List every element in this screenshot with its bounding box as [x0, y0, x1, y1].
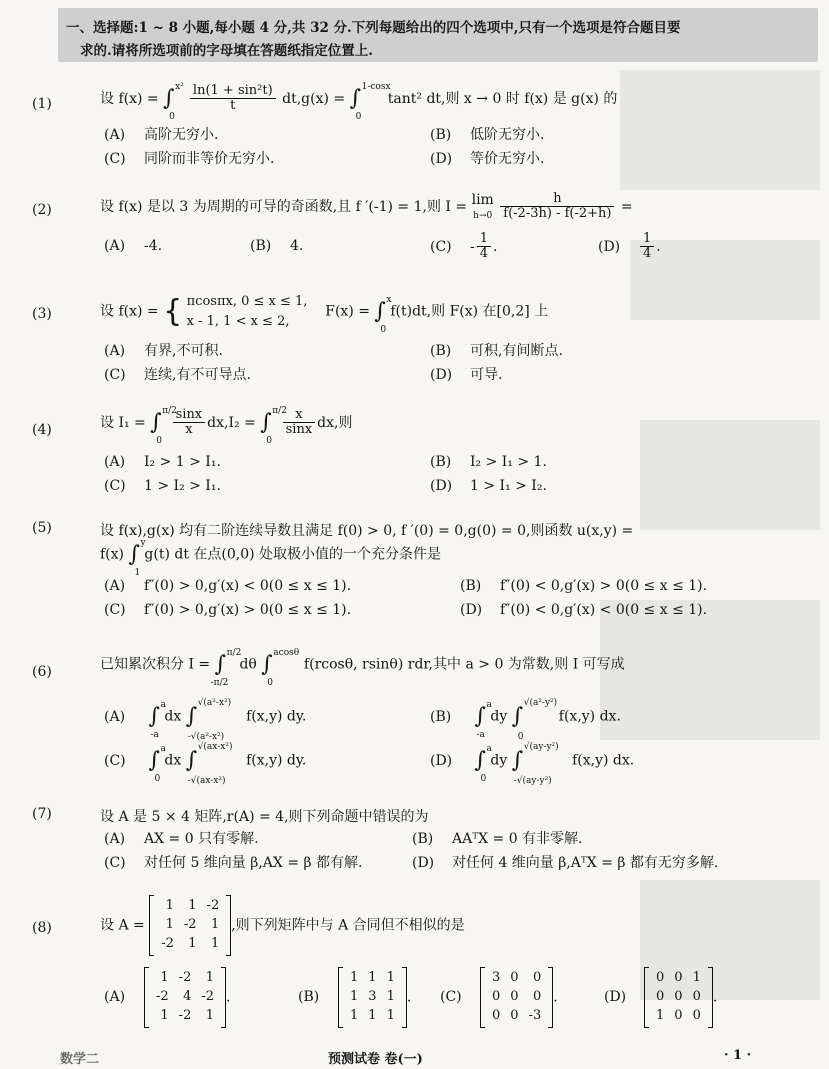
integral-sign: ∫ y 1: [128, 538, 146, 578]
denominator: 4: [643, 246, 652, 262]
stem-text: 设 f(x) 是以 3 为周期的可导的奇函数,且 f ′(-1) = 1,则 I =: [100, 198, 472, 215]
matrix-entry: 0: [492, 1007, 501, 1023]
matrix-entry: 0: [510, 1007, 519, 1023]
option-d: [430, 364, 502, 384]
option-text: f(x,y) dx.: [558, 708, 621, 725]
option-c: [104, 602, 351, 618]
integral-sign: ∫ a 0: [474, 744, 492, 784]
integral-sign: ∫ a -a: [474, 700, 492, 740]
option-label: (B): [430, 708, 452, 725]
lower-limit: 0: [517, 732, 524, 742]
lower-limit: 0: [154, 774, 161, 784]
option-label: (D): [430, 752, 453, 769]
option-c: [104, 478, 221, 494]
matrix-entry: -2: [156, 988, 169, 1004]
question-number: (8): [32, 920, 52, 936]
case-1: πcosπx, 0 ≤ x ≤ 1,: [186, 294, 308, 309]
matrix-entry: 0: [510, 988, 519, 1004]
option-text: f(x,y) dx.: [572, 752, 635, 769]
upper-limit: x: [386, 295, 392, 305]
lower-limit: 0: [156, 436, 162, 447]
matrix-entry: 1: [188, 898, 197, 913]
question-stem: [100, 82, 618, 123]
lower-limit: -√(ay-y²): [513, 776, 552, 786]
option-text: f″(0) > 0,g′(x) > 0(0 ≤ x ≤ 1).: [144, 602, 352, 618]
numerator: ln(1 + sin²t): [190, 84, 276, 99]
option-text: 对任何 5 维向量 β,AX = β 都有解.: [144, 855, 363, 871]
option-c: (C) 3 0 0 0 0 0 0 0 -3 .: [440, 968, 558, 1027]
upper-limit: √(a²-y²): [523, 698, 558, 708]
option-text: 可导.: [470, 367, 503, 383]
option-text: 1 > I₂ > I₁.: [144, 478, 221, 494]
option-text: f(x,y) dy.: [246, 752, 307, 769]
numerator: 1: [477, 232, 491, 247]
case-2: x - 1, 1 < x ≤ 2,: [186, 313, 290, 329]
question-stem: [100, 648, 625, 688]
stem-text: 已知累次积分 I =: [100, 656, 215, 673]
brace: {: [163, 294, 183, 329]
lower-limit: 0: [266, 436, 272, 447]
matrix-entry: 1: [210, 935, 220, 951]
option-label: (D): [430, 478, 453, 494]
matrix-entry: 1: [386, 988, 395, 1004]
integral-sign: ∫ π/2 0: [150, 406, 177, 447]
lower-limit: 1: [134, 568, 141, 578]
option-d: [598, 232, 661, 262]
upper-limit: x²: [175, 82, 184, 93]
matrix-entry: 1: [160, 970, 169, 985]
option-text: -4.: [144, 238, 163, 254]
lower-limit: 0: [355, 112, 362, 123]
option-text: 有界,不可积.: [144, 343, 223, 359]
option-label: (B): [298, 989, 320, 1006]
option-text: dy: [490, 752, 508, 769]
matrix-entry: 4: [183, 988, 192, 1004]
matrix-entry: 0: [692, 988, 701, 1004]
stem-text: ,则 x → 0 时 f(x) 是 g(x) 的: [441, 90, 618, 107]
stem-text: f(x): [100, 546, 125, 563]
matrix-entry: 1: [160, 1007, 169, 1023]
upper-limit: √(ay-y²): [523, 742, 559, 752]
option-text: -: [470, 238, 475, 255]
stem-text: dx,则: [317, 414, 353, 431]
option-label: (A): [104, 989, 126, 1006]
lower-limit: -√(a²-x²): [187, 732, 225, 742]
question-number: (4): [32, 422, 52, 438]
option-label: (C): [104, 151, 126, 167]
lower-limit: -a: [476, 730, 485, 740]
question-number: (7): [32, 806, 52, 822]
option-d: [430, 478, 547, 494]
lower-limit: 0: [480, 774, 487, 784]
denominator: x: [185, 422, 193, 438]
stem-text: dt: [282, 90, 297, 107]
option-text: I₂ > I₁ > 1.: [470, 454, 547, 470]
matrix-entry: 1: [350, 988, 359, 1004]
matrix-entry: -3: [528, 1007, 542, 1023]
matrix-entry: 0: [510, 970, 519, 985]
matrix-entry: 3: [368, 988, 377, 1004]
option-b: [460, 578, 707, 594]
matrix-entry: -2: [161, 935, 174, 951]
matrix-entry: 1: [656, 1007, 665, 1023]
matrix-entry: 1: [386, 970, 395, 985]
stem-text: ,则下列矩阵中与 A 合同但不相似的是: [231, 917, 465, 934]
integral-sign: ∫ √(ay-y²) -√(ay-y²): [511, 742, 559, 786]
option-b: [250, 238, 303, 254]
option-d: [412, 852, 718, 872]
stem-text: =: [616, 198, 633, 215]
option-label: (A): [104, 831, 126, 847]
stem-text: 设 f(x) =: [100, 303, 164, 320]
option-text: dy: [490, 708, 508, 725]
denominator: t: [230, 98, 236, 114]
matrix-entry: -2: [178, 1007, 192, 1023]
matrix-entry: 1: [692, 970, 701, 985]
question-stem-line2: [100, 538, 442, 578]
upper-limit: y: [140, 538, 146, 548]
option-text: AAᵀX = 0 有非零解.: [452, 831, 583, 847]
option-b: [430, 454, 547, 470]
option-label: (D): [598, 238, 621, 255]
question-stem: [100, 896, 465, 955]
option-label: (C): [104, 478, 126, 494]
option-c: [430, 232, 497, 262]
matrix-entry: 1: [350, 970, 359, 985]
option-b: [430, 124, 544, 144]
matrix-entry: 0: [532, 970, 542, 985]
upper-limit: √(a²-x²): [197, 698, 232, 708]
option-label: (A): [104, 708, 126, 725]
upper-limit: √(ax-x²): [197, 742, 233, 752]
matrix-entry: 1: [205, 970, 215, 985]
matrix-entry: -2: [206, 898, 220, 913]
option-c: [104, 852, 363, 872]
option-d: [430, 742, 635, 786]
option-b: [412, 828, 583, 848]
option-label: (C): [104, 602, 126, 618]
option-label: (A): [104, 127, 126, 143]
upper-limit: 1-cosx: [361, 82, 391, 93]
question-stem: [100, 192, 633, 222]
option-text: dx: [164, 708, 182, 725]
stem-text: ,则 F(x) 在[0,2] 上: [426, 303, 549, 320]
limit-text: lim: [471, 191, 494, 208]
option-a: [104, 124, 218, 144]
limit: [472, 193, 494, 221]
matrix-entry: -2: [201, 988, 215, 1004]
stem-text: dθ: [239, 656, 257, 673]
fraction: [500, 192, 614, 222]
matrix-entry: 1: [368, 970, 377, 985]
option-text: 对任何 4 维向量 β,AᵀX = β 都有无穷多解.: [452, 855, 719, 871]
upper-limit: π/2: [272, 406, 287, 417]
upper-limit: a: [160, 744, 166, 754]
lower-limit: -√(ax-x²): [187, 776, 226, 786]
option-a: [104, 578, 351, 594]
piecewise: [187, 292, 308, 331]
option-text: f″(0) < 0,g′(x) < 0(0 ≤ x ≤ 1).: [500, 602, 708, 618]
question-number: (3): [32, 306, 52, 322]
option-label: (B): [250, 238, 272, 254]
stem-text: f(rcosθ, rsinθ) rdr,其中 a > 0 为常数,则 I 可写成: [303, 656, 625, 673]
page-number: · 1 ·: [724, 1048, 752, 1063]
matrix-entry: 0: [674, 970, 683, 985]
upper-limit: a: [160, 700, 166, 710]
option-label: (A): [104, 238, 126, 254]
matrix-entry: 1: [188, 935, 197, 951]
option-label: (C): [104, 367, 126, 383]
option-text: 连续,有不可导点.: [144, 367, 251, 383]
matrix-entry: 1: [210, 916, 220, 932]
denominator: 4: [479, 246, 489, 262]
option-text: 高阶无穷小.: [144, 127, 219, 143]
footer-title: 预测试卷 卷(一): [328, 1052, 423, 1067]
matrix-entry: 0: [532, 988, 542, 1004]
option-text: dx: [164, 752, 182, 769]
lower-limit: 0: [267, 678, 274, 688]
limit-sub: h→0: [473, 210, 493, 221]
fraction: [283, 408, 316, 438]
option-label: (D): [412, 855, 435, 871]
matrix-entry: 0: [692, 1007, 701, 1023]
integral-sign: ∫ x² 0: [163, 82, 184, 123]
matrix-a: [149, 896, 231, 955]
option-label: (B): [430, 454, 452, 470]
option-text: 同阶而非等价无穷小.: [144, 151, 275, 167]
option-a: [104, 828, 259, 848]
option-text: 可积,有间断点.: [470, 343, 563, 359]
stem-text: 设 I₁ =: [100, 414, 151, 431]
option-d: [430, 148, 544, 168]
stem-text: ,g(x) =: [296, 90, 350, 107]
stem-text: tant² dt: [387, 90, 442, 107]
footer-subject: 数学二: [60, 1052, 100, 1067]
option-text: f″(0) > 0,g′(x) < 0(0 ≤ x ≤ 1).: [144, 578, 352, 594]
option-label: (D): [460, 602, 483, 618]
matrix-entry: 1: [368, 1007, 377, 1023]
matrix: [144, 968, 226, 1027]
numerator: h: [500, 192, 614, 207]
option-label: (C): [104, 752, 126, 769]
option-label: (D): [604, 989, 627, 1006]
question-number: (6): [32, 664, 52, 680]
option-a: [104, 340, 223, 360]
integral-sign: ∫ √(a²-y²) 0: [511, 698, 558, 742]
option-text: AX = 0 只有零解.: [144, 831, 259, 847]
matrix-entry: 0: [674, 1007, 683, 1023]
question-number: (2): [32, 202, 52, 218]
stem-text: f(t)dt: [390, 303, 427, 320]
integral-sign: ∫ π/2 -π/2: [210, 648, 242, 688]
section-header: [58, 8, 818, 62]
option-a: [104, 698, 307, 742]
matrix-entry: 1: [205, 1007, 215, 1023]
option-label: (B): [460, 578, 482, 594]
option-b: [430, 698, 621, 742]
option-c: [104, 148, 274, 168]
option-label: (C): [104, 855, 126, 871]
denominator: f(-2-3h) - f(-2+h): [503, 206, 612, 222]
matrix: [480, 968, 553, 1027]
integral-sign: ∫ x 0: [374, 295, 392, 335]
fraction: [477, 232, 491, 262]
upper-limit: a: [486, 744, 492, 754]
upper-limit: π/2: [226, 648, 242, 658]
option-label: (D): [430, 151, 453, 167]
denominator: sinx: [285, 422, 313, 438]
matrix: [338, 968, 407, 1027]
integral-sign: ∫ a -a: [148, 700, 166, 740]
option-a: [104, 238, 162, 254]
option-label: (A): [104, 343, 126, 359]
option-label: (C): [440, 989, 462, 1006]
option-label: (B): [430, 127, 452, 143]
option-b: [430, 340, 563, 360]
option-a: [104, 454, 221, 470]
matrix-entry: -2: [183, 916, 197, 932]
stem-text: g(t) dt 在点(0,0) 处取极小值的一个充分条件是: [144, 546, 442, 563]
matrix-entry: 0: [656, 970, 665, 985]
matrix-entry: 1: [350, 1007, 359, 1023]
option-label: (D): [430, 367, 453, 383]
matrix-entry: 0: [656, 988, 665, 1004]
matrix-entry: 1: [386, 1007, 395, 1023]
stem-text: dx,I₂ =: [207, 414, 261, 431]
matrix-entry: -2: [178, 970, 192, 985]
stem-text: 设 A =: [100, 917, 150, 934]
option-a: (A) 1 -2 1 -2 4 -2 1 -2 1 .: [104, 968, 230, 1027]
lower-limit: 0: [380, 325, 387, 335]
stem-text: 设 f(x) =: [100, 90, 164, 107]
question-number: (5): [32, 520, 52, 536]
lower-limit: -π/2: [210, 678, 229, 688]
header-line1: 一、选择题:1 ~ 8 小题,每小题 4 分,共 32 分.下列每题给出的四个选项中,只有一个选项是符合题目要: [66, 20, 681, 36]
option-text: 低阶无穷小.: [470, 127, 545, 143]
lower-limit: 0: [169, 112, 175, 123]
upper-limit: a: [486, 700, 492, 710]
option-label: (A): [104, 454, 126, 470]
option-text: 等价无穷小.: [470, 151, 545, 167]
option-c: [104, 364, 251, 384]
stem-text: F(x) =: [325, 303, 375, 320]
matrix: [644, 968, 713, 1027]
option-b: (B) 1 1 1 1 3 1 1 1 1 .: [298, 968, 411, 1027]
option-d: [460, 602, 707, 618]
matrix-entry: 1: [165, 898, 174, 913]
lower-limit: -a: [150, 730, 159, 740]
upper-limit: acosθ: [273, 648, 300, 658]
integral-sign: ∫ √(a²-x²) -√(a²-x²): [185, 698, 232, 742]
option-c: [104, 742, 307, 786]
option-label: (C): [430, 238, 452, 255]
option-text: 4.: [290, 238, 304, 254]
numerator: sinx: [173, 408, 206, 423]
question-stem-line1: 设 f(x),g(x) 均有二阶连续导数且满足 f(0) > 0, f ′(0) = 0,g(0) = 0,则函数 u(x,y) =: [100, 523, 634, 539]
question-stem: [100, 292, 549, 335]
question-stem: [100, 406, 353, 447]
option-text: f(x,y) dy.: [246, 708, 307, 725]
option-label: (B): [412, 831, 434, 847]
upper-limit: π/2: [162, 406, 177, 417]
question-stem: 设 A 是 5 × 4 矩阵,r(A) = 4,则下列命题中错误的为: [100, 809, 429, 825]
integral-sign: ∫ √(ax-x²) -√(ax-x²): [185, 742, 233, 786]
numerator: x: [283, 408, 316, 423]
fraction: [190, 84, 276, 114]
integral-sign: ∫ π/2 0: [260, 406, 287, 447]
matrix-entry: 0: [674, 988, 683, 1004]
matrix-entry: 1: [165, 916, 174, 932]
option-text: I₂ > 1 > I₁.: [144, 454, 221, 470]
option-text: .: [493, 238, 498, 255]
integral-sign: ∫ a 0: [148, 744, 166, 784]
matrix-entry: 3: [492, 970, 501, 985]
option-label: (B): [430, 343, 452, 359]
fraction: [640, 232, 654, 262]
header-line2: 求的.请将所选项前的字母填在答题纸指定位置上.: [80, 43, 373, 59]
option-text: .: [656, 238, 661, 255]
option-text: 1 > I₁ > I₂.: [470, 478, 547, 494]
matrix-entry: 0: [492, 988, 501, 1004]
question-number: (1): [32, 96, 52, 112]
numerator: 1: [640, 232, 654, 247]
integral-sign: ∫ acosθ 0: [261, 648, 300, 688]
integral-sign: ∫ 1-cosx 0: [349, 82, 391, 123]
option-label: (A): [104, 578, 126, 594]
fraction: [173, 408, 206, 438]
option-text: f″(0) < 0,g′(x) > 0(0 ≤ x ≤ 1).: [500, 578, 708, 594]
option-d: (D) 0 0 1 0 0 0 1 0 0 .: [604, 968, 717, 1027]
